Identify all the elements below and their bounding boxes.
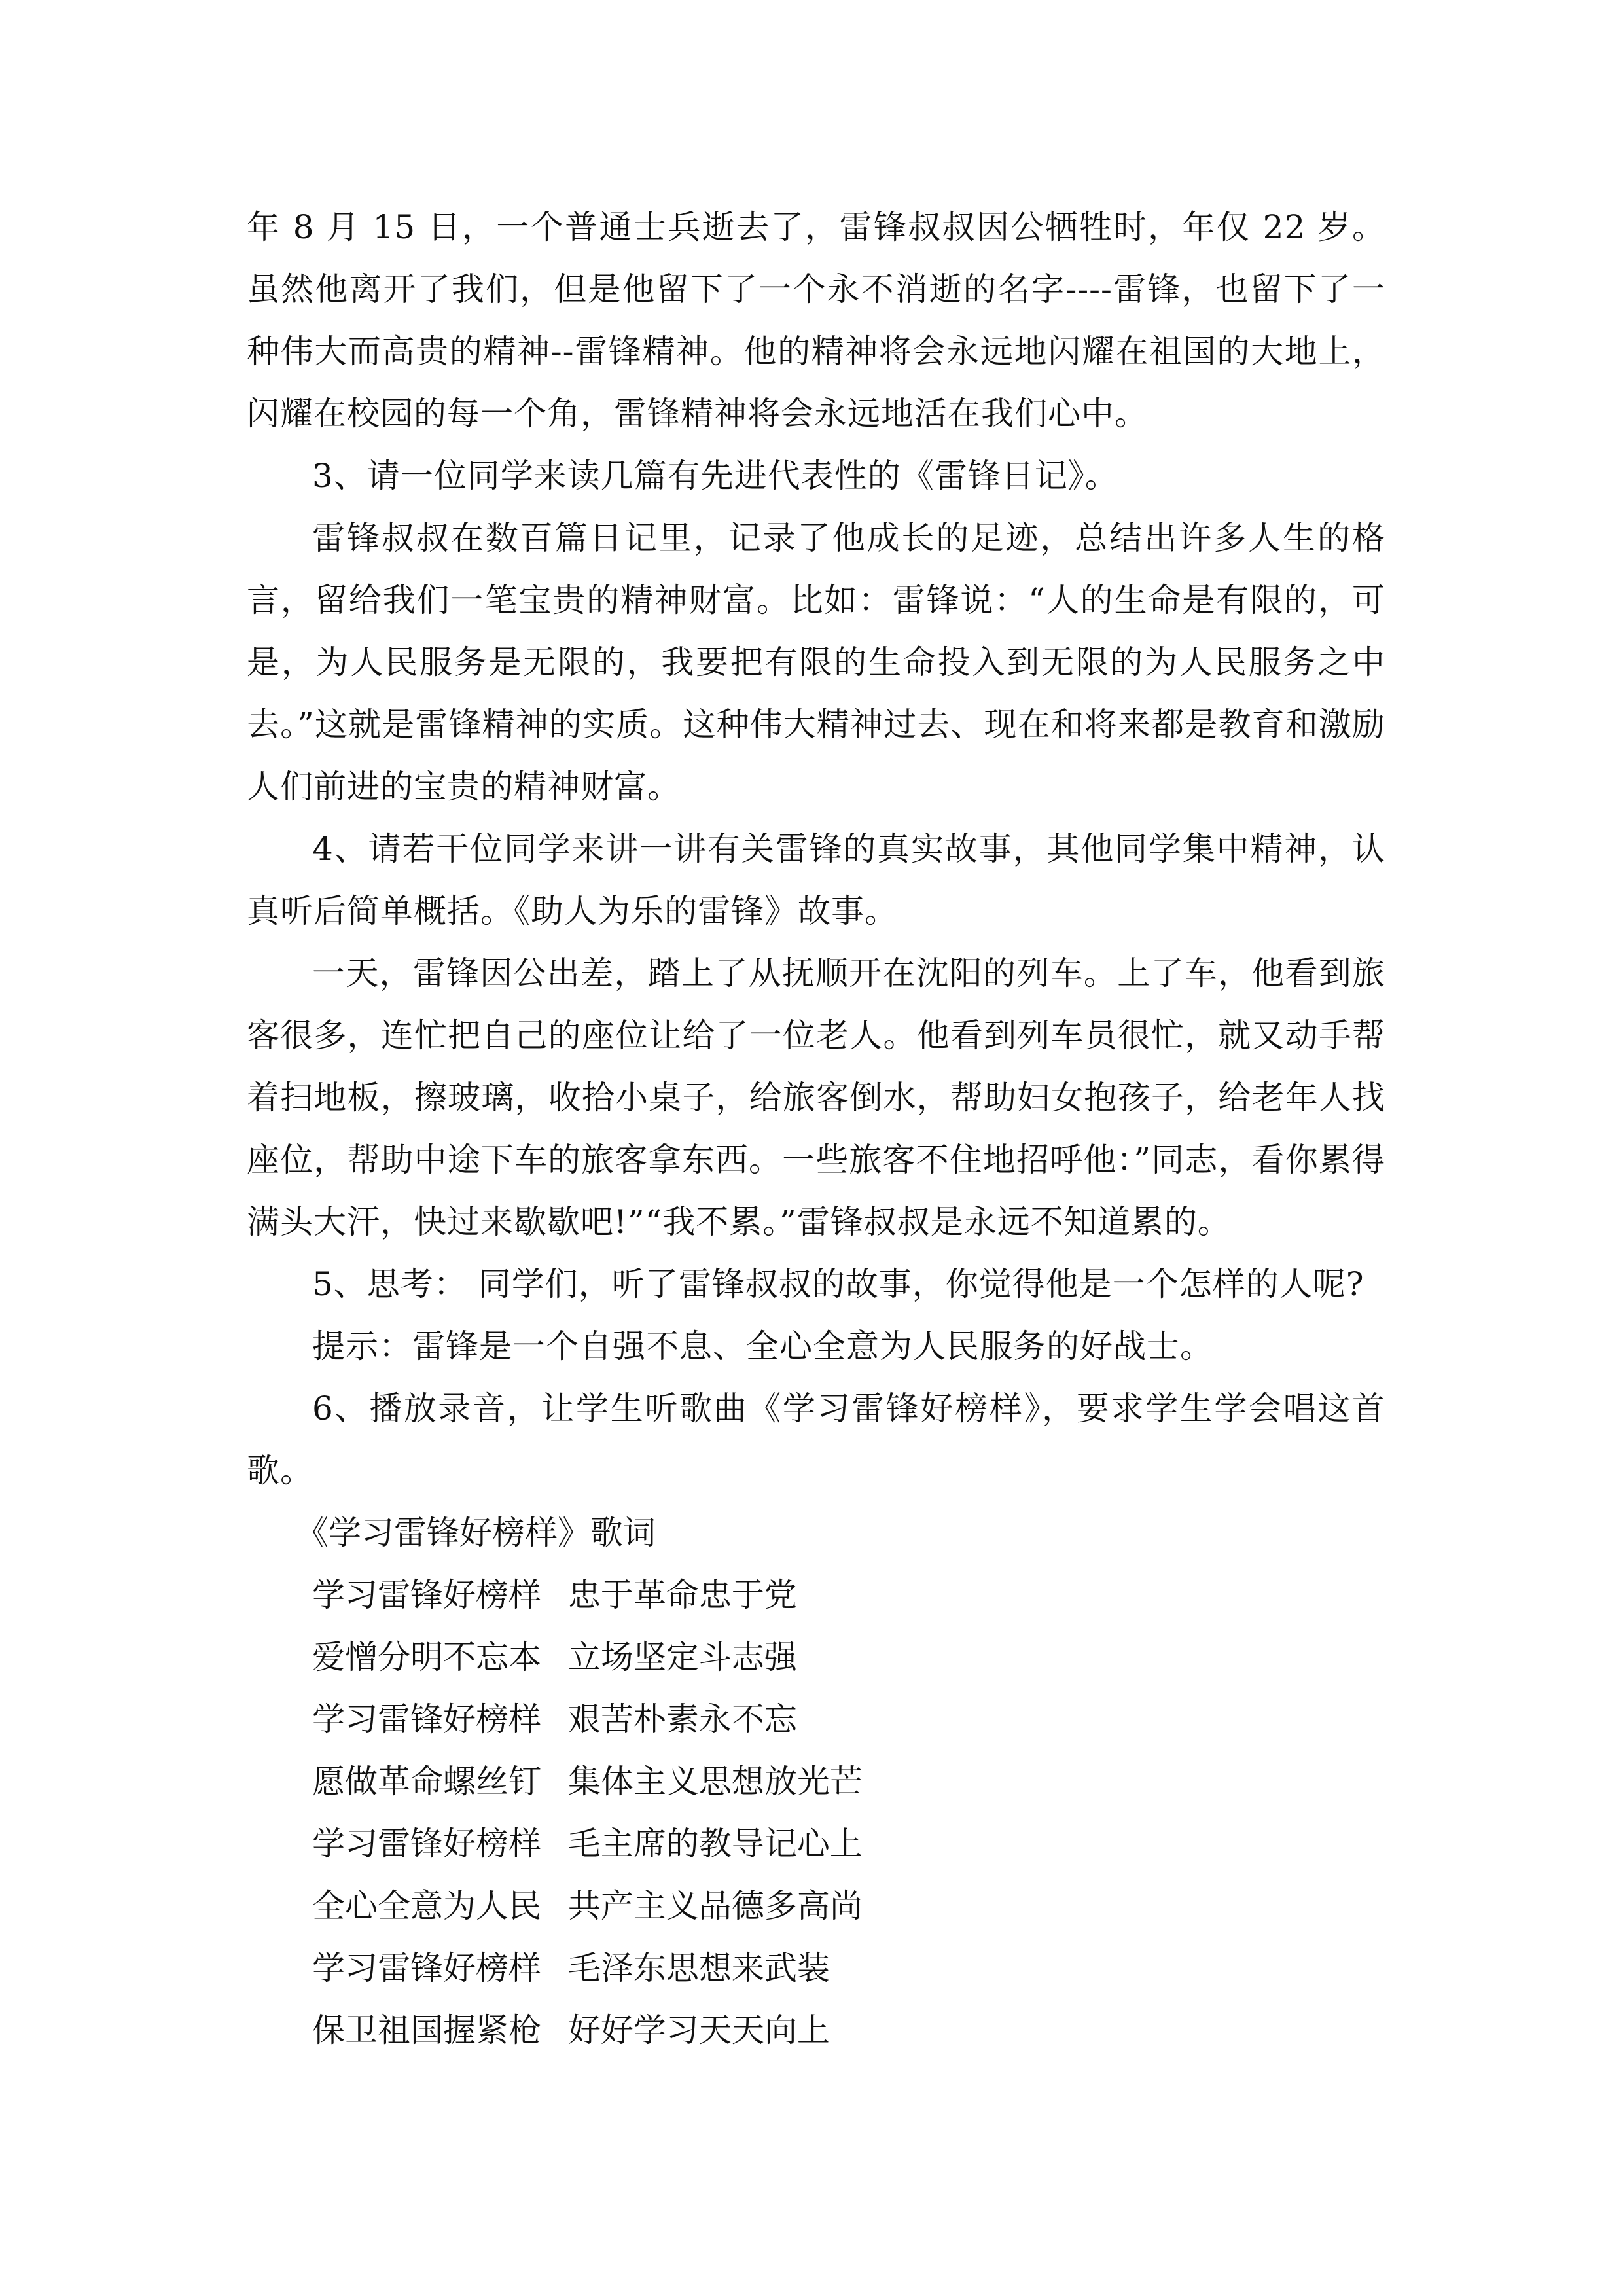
lyric-line <box>247 1751 1385 1813</box>
document-body <box>247 196 1385 2062</box>
story-paragraph: 一天，雷锋因公出差，踏上了从抚顺开在沈阳的列车。上了车，他看到旅客很多，连忙把自己的座位让给了一位老人。他看到列车员很忙，就又动手帮着扫地板，擦玻璃，收拾小桌子，给旅客倒水，帮助妇女抱孩子，给老年人找座位，帮助中途下车的旅客拿东西。一些旅客不住地招呼他：”同志，看你累得满头大汗，快过来歇歇吧!”“我不累。”雷锋叔叔是永远不知道累的。 <box>247 954 1385 1241</box>
lyric-line-part-a: 学习雷锋好榜样 <box>312 1700 541 1738</box>
lyrics-title: 《学习雷锋好榜样》歌词 <box>296 1514 656 1552</box>
lyric-line-part-a: 全心全意为人民 <box>312 1887 541 1925</box>
lyric-line-part-a: 爱憎分明不忘本 <box>312 1638 541 1676</box>
lyric-line-part-b: 毛主席的教导记心上 <box>567 1825 863 1863</box>
lyric-line <box>247 1564 1385 1626</box>
lyric-line-part-a: 愿做革命螺丝钉 <box>312 1763 541 1801</box>
lyric-line <box>247 1626 1385 1689</box>
lyric-line-part-a: 学习雷锋好榜样 <box>312 1576 541 1614</box>
lyric-line-part-a: 保卫祖国握紧枪 <box>312 2011 541 2049</box>
step-3-paragraph: 3、请一位同学来读几篇有先进代表性的《雷锋日记》。 <box>312 457 1118 495</box>
lyric-line-part-b: 好好学习天天向上 <box>567 2011 830 2049</box>
lyric-line-part-b: 立场坚定斗志强 <box>567 1638 797 1676</box>
lyric-line <box>247 1937 1385 2000</box>
lyric-line-part-a: 学习雷锋好榜样 <box>312 1949 541 1987</box>
diary-paragraph: 雷锋叔叔在数百篇日记里，记录了他成长的足迹，总结出许多人生的格言，留给我们一笔宝贵的精神财富。比如：雷锋说：“人的生命是有限的，可是，为人民服务是无限的，我要把有限的生命投入到无限的为人民服务之中去。”这就是雷锋精神的实质。这种伟大精神过去、现在和将来都是教育和激励人们前进的宝贵的精神财富。 <box>247 519 1385 806</box>
lyric-line-part-b: 艰苦朴素永不忘 <box>567 1700 797 1738</box>
step-5-paragraph: 5、思考： 同学们，听了雷锋叔叔的故事，你觉得他是一个怎样的人呢? <box>312 1265 1364 1303</box>
lyric-line <box>247 1875 1385 1937</box>
step-6-paragraph: 6、播放录音，让学生听歌曲《学习雷锋好榜样》，要求学生学会唱这首歌。 <box>247 1390 1385 1490</box>
intro-paragraph: 年 8 月 15 日，一个普通士兵逝去了，雷锋叔叔因公牺牲时，年仅 22 岁。虽然他离开了我们，但是他留下了一个永不消逝的名字----雷锋，也留下了一种伟大而高贵的精神--雷锋精神。他的精神将会永远地闪耀在祖国的大地上，闪耀在校园的每一个角，雷锋精神将会永远地活在我们心中。 <box>247 208 1385 433</box>
lyric-line-part-b: 集体主义思想放光芒 <box>567 1763 863 1801</box>
hint-paragraph: 提示：雷锋是一个自强不息、全心全意为人民服务的好战士。 <box>312 1327 1213 1365</box>
lyric-line <box>247 2000 1385 2062</box>
step-4-paragraph: 4、请若干位同学来讲一讲有关雷锋的真实故事，其他同学集中精神，认真听后简单概括。《助人为乐的雷锋》故事。 <box>247 830 1385 930</box>
lyric-line-part-b: 共产主义品德多高尚 <box>567 1887 863 1925</box>
lyric-line-part-a: 学习雷锋好榜样 <box>312 1825 541 1863</box>
lyric-line <box>247 1813 1385 1875</box>
lyric-line-part-b: 毛泽东思想来武装 <box>567 1949 830 1987</box>
lyrics-block <box>247 1564 1385 2062</box>
lyric-line-part-b: 忠于革命忠于党 <box>567 1576 797 1614</box>
lyric-line <box>247 1689 1385 1751</box>
